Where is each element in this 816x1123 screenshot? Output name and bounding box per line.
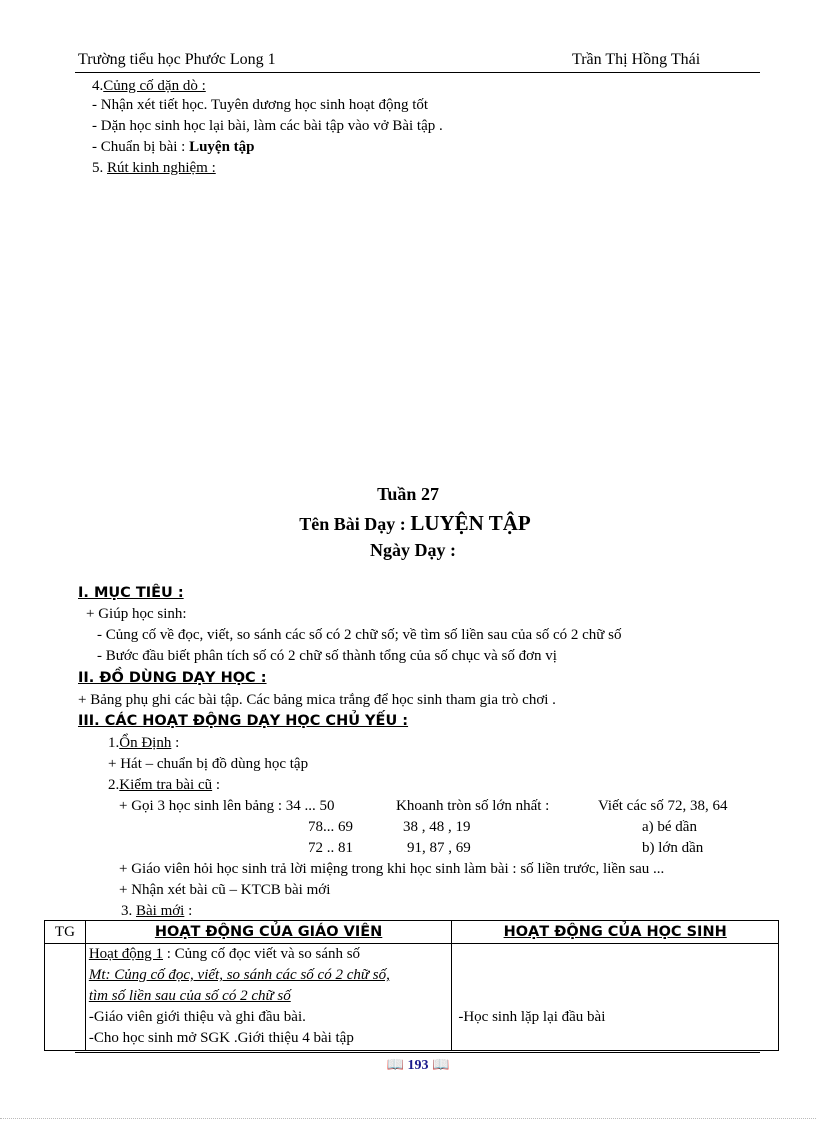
- page-edge: [0, 1118, 816, 1119]
- book-icon: 📖: [432, 1058, 450, 1073]
- teacher-step: -Cho học sinh mở SGK .Giới thiệu 4 bài tập: [88, 1030, 354, 1046]
- tg-cell: [45, 944, 86, 1051]
- muc-tieu-intro: + Giúp học sinh:: [86, 606, 187, 622]
- circle-set: 91, 87 , 69: [407, 840, 471, 856]
- section-hoat-dong: III. CÁC HOẠT ĐỘNG DẠY HỌC CHỦ YẾU :: [78, 713, 409, 729]
- lesson-date: Ngày Dạy :: [370, 540, 456, 560]
- do-dung-text: + Bảng phụ ghi các bài tập. Các bảng mica trắng để học sinh tham gia trò chơi .: [78, 692, 556, 708]
- header-teacher-activity: HOẠT ĐỘNG CỦA GIÁO VIÊN: [85, 921, 452, 944]
- header-school: Trường tiểu học Phước Long 1: [78, 51, 276, 68]
- objective-line: tìm số liền sau của số có 2 chữ số: [88, 988, 291, 1004]
- section-muc-tieu: I. MỤC TIÊU :: [78, 585, 184, 601]
- teacher-step: -Giáo viên giới thiệu và ghi đầu bài.: [88, 1009, 306, 1025]
- footer-divider: [75, 1052, 760, 1053]
- week-title: Tuần 27: [377, 484, 439, 504]
- board-compare: 72 .. 81: [308, 840, 353, 856]
- muc-tieu-item: - Bước đầu biết phân tích số có 2 chữ số thành tổng của số chục và số đơn vị: [97, 648, 557, 664]
- circle-label: Khoanh tròn số lớn nhất :: [396, 798, 550, 814]
- board-compare: 78... 69: [308, 819, 353, 835]
- write-option: a) bé dần: [642, 819, 697, 835]
- prepare-title: Luyện tập: [189, 139, 255, 155]
- circle-set: 38 , 48 , 19: [403, 819, 471, 835]
- objective-line: Mt: Củng cố đọc, viết, so sánh các số có 2 chữ số,: [88, 967, 390, 983]
- student-cell: [452, 944, 779, 1051]
- table-header-row: [45, 921, 779, 944]
- board-intro: + Gọi 3 học sinh lên bảng : 34 ... 50: [119, 798, 335, 814]
- lesson-name-line: Tên Bài Dạy : LUYỆN TẬP: [299, 511, 531, 535]
- prepare-line: - Chuẩn bị bài : Luyện tập: [92, 139, 255, 155]
- on-dinh-heading: 1.Ổn Định :: [108, 735, 180, 751]
- header-tg: TG: [45, 921, 86, 944]
- write-label: Viết các số 72, 38, 64: [598, 798, 728, 814]
- section-do-dung: II. ĐỒ DÙNG DẠY HỌC :: [78, 670, 267, 686]
- oral-question: + Giáo viên hỏi học sinh trả lời miệng trong khi học sinh làm bài : số liền trước, liền sau ...: [119, 861, 665, 877]
- header-teacher: Trần Thị Hồng Thái: [572, 51, 701, 68]
- lesson-name: LUYỆN TẬP: [410, 511, 531, 535]
- prev-item: - Dặn học sinh học lại bài, làm các bài tập vào vở Bài tập .: [92, 118, 443, 134]
- cungco-heading: 4.Củng cố dặn dò :: [92, 78, 206, 94]
- rut-label: Rút kinh nghiệm :: [107, 160, 216, 176]
- on-dinh-item: + Hát – chuẩn bị đồ dùng học tập: [108, 756, 309, 772]
- teacher-cell: [85, 944, 452, 1051]
- prev-item: - Nhận xét tiết học. Tuyên dương học sinh hoạt động tốt: [92, 97, 429, 113]
- muc-tieu-item: - Củng cố về đọc, viết, so sánh các số có 2 chữ số; về tìm số liền sau của số có 2 chữ số: [97, 627, 622, 643]
- rut-kinh-nghiem: 5. Rút kinh nghiệm :: [92, 160, 216, 176]
- student-step: -Học sinh lặp lại đầu bài: [458, 1009, 606, 1025]
- header-divider: [75, 72, 760, 73]
- bai-moi-heading: 3. Bài mới :: [121, 903, 193, 919]
- review-line: + Nhận xét bài cũ – KTCB bài mới: [119, 882, 331, 898]
- activity-table: [44, 920, 779, 1051]
- book-icon: 📖: [386, 1058, 404, 1073]
- activity-title: Hoạt động 1 : Củng cố đọc viết và so sánh số: [88, 946, 361, 962]
- cungco-label: Củng cố dặn dò :: [103, 78, 206, 94]
- header-student-activity: HOẠT ĐỘNG CỦA HỌC SINH: [452, 921, 779, 944]
- page-number-block: [0, 1057, 816, 1074]
- write-option: b) lớn dần: [642, 840, 704, 856]
- page-number: 193: [407, 1058, 429, 1073]
- table-row: [45, 944, 779, 1051]
- kiem-tra-heading: 2.Kiểm tra bài cũ :: [108, 777, 221, 793]
